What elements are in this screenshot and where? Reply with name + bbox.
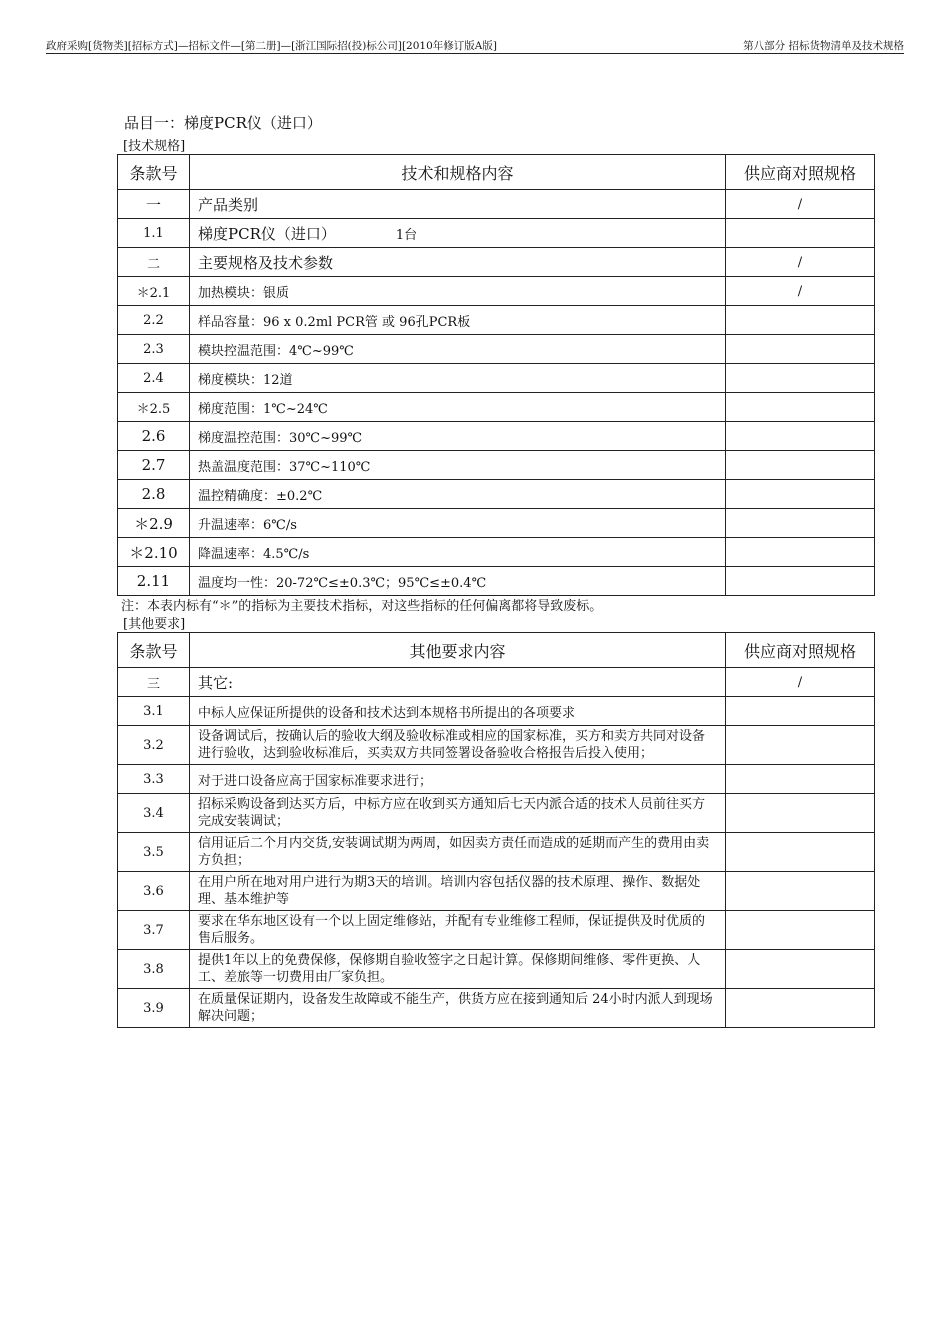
table-note: 注：本表内标有“＊”的指标为主要技术指标，对这些指标的任何偏离都将导致废标。 [121, 599, 603, 614]
table-row [118, 833, 875, 872]
header-content: 技术和规格内容 [190, 155, 726, 190]
supplier-ref [726, 872, 875, 911]
supplier-ref: / [726, 248, 875, 277]
clause-content: 产品类别 [190, 190, 726, 219]
header-content: 其他要求内容 [190, 633, 726, 668]
clause-no: 3.9 [118, 989, 190, 1028]
clause-content: 升温速率：6℃/s [190, 509, 726, 538]
supplier-ref [726, 364, 875, 393]
clause-no: 3.8 [118, 950, 190, 989]
supplier-ref [726, 794, 875, 833]
supplier-ref [726, 393, 875, 422]
clause-content: 其它: [190, 668, 726, 697]
clause-content: 梯度模块：12道 [190, 364, 726, 393]
clause-content: 加热模块：银质 [190, 277, 726, 306]
product-name: 梯度PCR仪（进口） [198, 224, 336, 243]
table-row [118, 538, 875, 567]
header-supplier-ref: 供应商对照规格 [726, 155, 875, 190]
clause-content: 温度均一性：20-72℃≤±0.3℃；95℃≤±0.4℃ [190, 567, 726, 596]
header-clause-no: 条款号 [118, 155, 190, 190]
supplier-ref [726, 697, 875, 726]
clause-no: 2.8 [118, 480, 190, 509]
supplier-ref [726, 989, 875, 1028]
quantity: 1台 [395, 227, 418, 243]
supplier-ref: / [726, 668, 875, 697]
supplier-ref [726, 480, 875, 509]
table-row [118, 911, 875, 950]
other-requirements-label: [其他要求] [123, 617, 186, 632]
clause-no: ＊2.9 [118, 509, 190, 538]
table-row [118, 306, 875, 335]
clause-no: 三 [118, 668, 190, 697]
supplier-ref [726, 567, 875, 596]
table-row [118, 726, 875, 765]
header-clause-no: 条款号 [118, 633, 190, 668]
table-row [118, 393, 875, 422]
table-row [118, 277, 875, 306]
clause-no: 3.7 [118, 911, 190, 950]
clause-no: 2.6 [118, 422, 190, 451]
clause-no: ＊2.1 [118, 277, 190, 306]
clause-no: 3.4 [118, 794, 190, 833]
clause-content: 温控精确度：±0.2℃ [190, 480, 726, 509]
table-row [118, 480, 875, 509]
table-header-row [118, 633, 875, 668]
clause-content: 样品容量：96 x 0.2ml PCR管 或 96孔PCR板 [190, 306, 726, 335]
clause-content: 在质量保证期内，设备发生故障或不能生产，供货方应在接到通知后 24小时内派人到现场解决问题； [190, 989, 726, 1028]
clause-no: 2.7 [118, 451, 190, 480]
clause-no: 3.1 [118, 697, 190, 726]
table-row [118, 697, 875, 726]
supplier-ref [726, 219, 875, 248]
table-row [118, 989, 875, 1028]
clause-no: 一 [118, 190, 190, 219]
table-row [118, 451, 875, 480]
clause-content: 梯度温控范围：30℃~99℃ [190, 422, 726, 451]
supplier-ref [726, 765, 875, 794]
clause-content: 设备调试后，按确认后的验收大纲及验收标准或相应的国家标准，买方和卖方共同对设备进行验收，达到验收标准后，买卖双方共同签署设备验收合格报告后投入使用； [190, 726, 726, 765]
clause-no: ＊2.5 [118, 393, 190, 422]
clause-no: 3.5 [118, 833, 190, 872]
clause-no: 2.2 [118, 306, 190, 335]
clause-content: 模块控温范围：4℃~99℃ [190, 335, 726, 364]
clause-no: 2.3 [118, 335, 190, 364]
clause-no: 3.2 [118, 726, 190, 765]
table-row [118, 364, 875, 393]
supplier-ref [726, 911, 875, 950]
clause-content: 在用户所在地对用户进行为期3天的培训。培训内容包括仪器的技术原理、操作、数据处理、基本维护等 [190, 872, 726, 911]
supplier-ref [726, 950, 875, 989]
supplier-ref [726, 451, 875, 480]
clause-no: ＊2.10 [118, 538, 190, 567]
clause-content: 提供1年以上的免费保修，保修期自验收签字之日起计算。保修期间维修、零件更换、人工、差旅等一切费用由厂家负担。 [190, 950, 726, 989]
clause-no: 二 [118, 248, 190, 277]
table-row [118, 668, 875, 697]
clause-content: 梯度范围：1℃~24℃ [190, 393, 726, 422]
clause-no: 2.11 [118, 567, 190, 596]
clause-content: 主要规格及技术参数 [190, 248, 726, 277]
supplier-ref [726, 833, 875, 872]
other-requirements-table [117, 632, 875, 1028]
supplier-ref: / [726, 190, 875, 219]
header-divider [46, 53, 904, 54]
table-row [118, 422, 875, 451]
header-left-text: 政府采购[货物类][招标方式]—招标文件—[第二册]—[浙江国际招(投)标公司][2010年修订版A版] [46, 40, 497, 52]
table-row [118, 950, 875, 989]
clause-no: 1.1 [118, 219, 190, 248]
table-row [118, 219, 875, 248]
tech-spec-label: [技术规格] [123, 139, 186, 154]
clause-content: 降温速率：4.5℃/s [190, 538, 726, 567]
clause-no: 2.4 [118, 364, 190, 393]
supplier-ref [726, 538, 875, 567]
header-right-text: 第八部分 招标货物清单及技术规格 [743, 40, 904, 52]
supplier-ref [726, 335, 875, 364]
item-title: 品目一：梯度PCR仪（进口） [124, 114, 322, 132]
table-row [118, 335, 875, 364]
clause-no: 3.6 [118, 872, 190, 911]
table-header-row [118, 155, 875, 190]
clause-content: 中标人应保证所提供的设备和技术达到本规格书所提出的各项要求 [190, 697, 726, 726]
tech-spec-table [117, 154, 875, 596]
table-row [118, 765, 875, 794]
supplier-ref [726, 422, 875, 451]
header-supplier-ref: 供应商对照规格 [726, 633, 875, 668]
table-row [118, 872, 875, 911]
table-row [118, 509, 875, 538]
supplier-ref: / [726, 277, 875, 306]
table-row [118, 190, 875, 219]
clause-content: 信用证后二个月内交货,安装调试期为两周，如因卖方责任而造成的延期而产生的费用由卖方负担； [190, 833, 726, 872]
clause-content: 招标采购设备到达买方后，中标方应在收到买方通知后七天内派合适的技术人员前往买方完成安装调试； [190, 794, 726, 833]
table-row [118, 567, 875, 596]
clause-content: 热盖温度范围：37℃~110℃ [190, 451, 726, 480]
supplier-ref [726, 306, 875, 335]
clause-content: 要求在华东地区设有一个以上固定维修站，并配有专业维修工程师，保证提供及时优质的售后服务。 [190, 911, 726, 950]
clause-no: 3.3 [118, 765, 190, 794]
table-row [118, 248, 875, 277]
clause-content: 对于进口设备应高于国家标准要求进行； [190, 765, 726, 794]
supplier-ref [726, 726, 875, 765]
table-row [118, 794, 875, 833]
supplier-ref [726, 509, 875, 538]
clause-content [190, 219, 726, 248]
